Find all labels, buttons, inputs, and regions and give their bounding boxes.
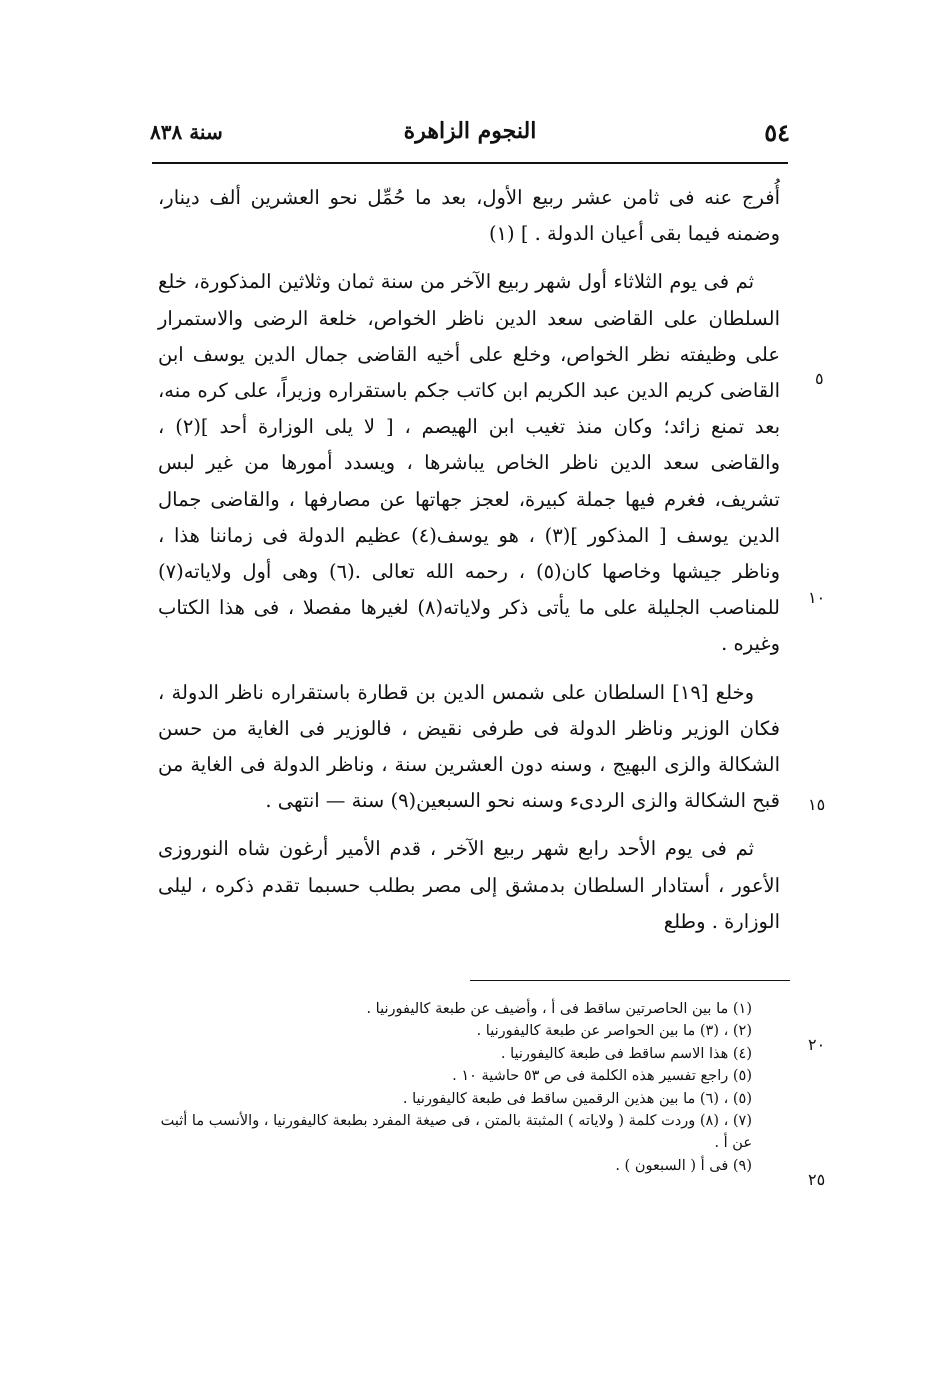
- line-number: ٢٠: [808, 1035, 826, 1054]
- page-header: [150, 118, 790, 158]
- footnote-rule: [470, 980, 790, 981]
- line-number: ١٠: [808, 588, 826, 607]
- line-number: ٥: [815, 369, 824, 388]
- line-number: ٢٥: [808, 1170, 826, 1189]
- running-year: سنة ٨٣٨: [150, 120, 223, 144]
- page-number: ٥٤: [764, 118, 790, 147]
- paragraph: وخلع [١٩] السلطان على شمس الدين بن قطارة باستقراره ناظر الدولة ، فكان الوزير وناظر الدولة فى طرفى نقيض ، فالوزير فى الغاية من حسن الشكالة والزى البهيج ، وسنه دون العشرين سنة ، وناظر الدولة فى الغاية من قبح الشكالة والزى الردىء وسنه نحو السبعين(٩) سنة — انتهى .: [158, 680, 780, 813]
- footnote: (٩) فى أ ( السبعون ) .: [615, 1157, 752, 1174]
- line-number: ١٥: [808, 795, 826, 814]
- footnote: (٧) ، (٨) وردت كلمة ( ولاياته ) المثبتة بالمتن ، فى صيغة المفرد بطبعة كاليفورنيا ، والأنسب ما أثبت عن أ .: [160, 1113, 752, 1152]
- footnote: (٢) ، (٣) ما بين الحواصر عن طبعة كاليفورنيا .: [476, 1023, 752, 1040]
- footnote: (٥) راجع تفسير هذه الكلمة فى ص ٥٣ حاشية ١٠ .: [452, 1068, 752, 1085]
- header-rule: [152, 162, 788, 164]
- footnotes: [158, 998, 780, 1177]
- footnote: (٤) هذا الاسم ساقط فى طبعة كاليفورنيا .: [500, 1045, 752, 1062]
- paragraph: ثم فى يوم الثلاثاء أول شهر ربيع الآخر من سنة ثمان وثلاثين المذكورة، خلع السلطان على القاضى سعد الدين ناظر الخواص، خلعة الرضى والاستمرار على وظيفته نظر الخواص، وخلع على أخيه القاضى جمال الدين يوسف ابن القاضى كريم الدين عبد الكريم ابن كاتب جكم باستقراره وزيراً، على كره منه، بعد تمنع زائد؛ وكان منذ تغيب ابن الهيصم ، [ لا يلى الوزارة أحد ](٢) ، والقاضى سعد الدين ناظر الخاص يباشرها ، ويسدد أمورها من غير لبس تشريف، فغرم فيها جملة كبيرة، لعجز جهاتها عن مصارفها ، والقاضى جمال الدين يوسف [ المذكور ](٣) ، هو يوسف(٤) عظيم الدولة فى زماننا هذا ، وناظر جيشها وخاصها كان(٥) ، رحمه الله تعالى .(٦) وهى أول ولاياته(٧) للمناصب الجليلة على ما يأتى ذكر ولاياته(٨) لغيرها مفصلا ، فى هذا الكتاب وغيره .: [158, 270, 781, 656]
- paragraph: أُفرج عنه فى ثامن عشر ربيع الأول، بعد ما حُمِّل نحو العشرين ألف دينار، وضمنه فيما بقى أعيان الدولة . ] (١): [158, 186, 780, 246]
- main-text: [158, 180, 780, 940]
- paragraph: ثم فى يوم الأحد رابع شهر ربيع الآخر ، قدم الأمير أرغون شاه النوروزى الأعور ، أستادار السلطان بدمشق إلى مصر بطلب حسبما تقدم ذكره ، ليلى الوزارة . وطلع: [158, 837, 780, 933]
- footnote: (١) ما بين الحاصرتين ساقط فى أ ، وأضيف عن طبعة كاليفورنيا .: [366, 1001, 752, 1017]
- running-title: النجوم الزاهرة: [403, 118, 537, 144]
- footnote: (٥) ، (٦) ما بين هذين الرقمين ساقط فى طبعة كاليفورنيا .: [402, 1090, 752, 1107]
